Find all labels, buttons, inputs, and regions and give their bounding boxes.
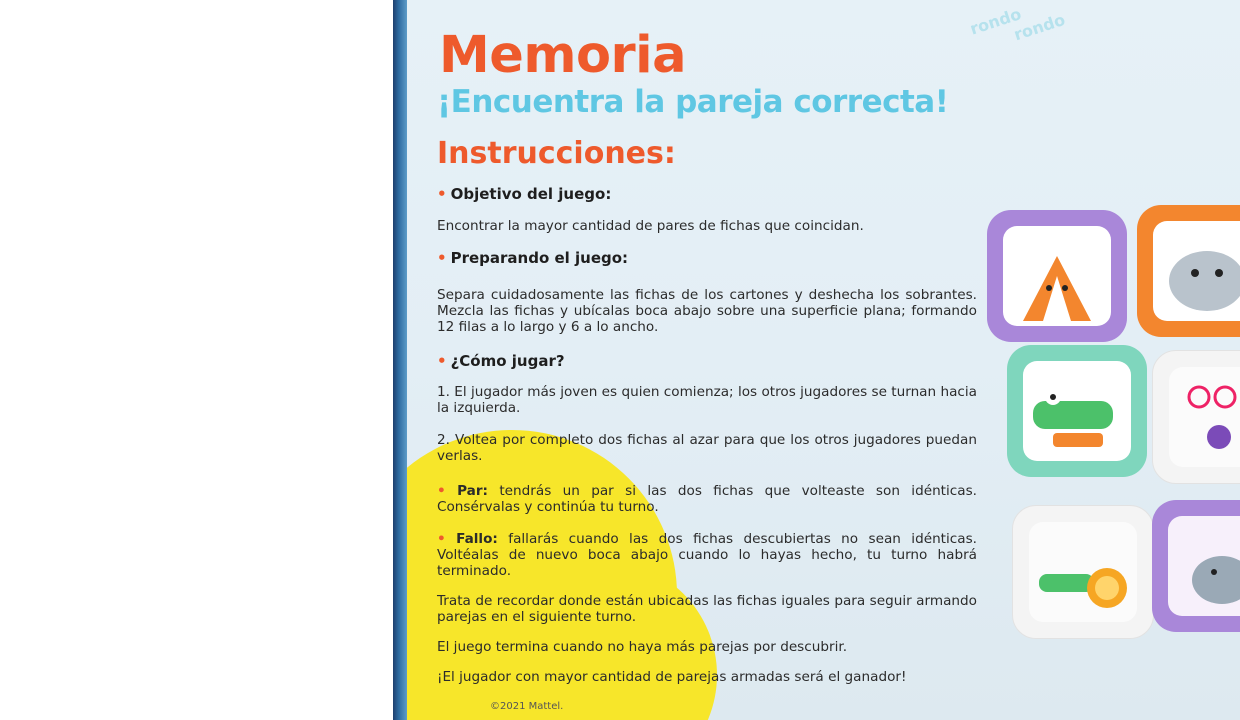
card-elephant bbox=[1152, 500, 1240, 632]
hippo-icon bbox=[1153, 221, 1240, 321]
how-heading: • ¿Cómo jugar? bbox=[437, 352, 565, 370]
page-subtitle: ¡Encuentra la pareja correcta! bbox=[437, 84, 949, 120]
prep-text: Separa cuidadosamente las fichas de los cartones y deshecha los sobrantes. Mezcla las fichas y ubícalas boca abajo sobre una superficie plana; formando 12 filas a lo largo y 6 a lo ancho. bbox=[437, 287, 977, 335]
card-owl-croc bbox=[1152, 350, 1240, 484]
card-hippo bbox=[1137, 205, 1240, 337]
end-text: El juego termina cuando no haya más parejas por descubrir. bbox=[437, 639, 848, 655]
fox-icon bbox=[1003, 226, 1111, 326]
step-2: 2. Voltea por completo dos fichas al azar para que los otros jugadores puedan verlas. bbox=[437, 432, 977, 464]
crocodile-icon bbox=[1023, 361, 1131, 461]
objective-heading: • Objetivo del juego: bbox=[437, 185, 612, 203]
white-margin bbox=[0, 0, 393, 720]
step-1: 1. El jugador más joven es quien comienza; los otros jugadores se turnan hacia la izquierda. bbox=[437, 384, 977, 416]
tip-text: Trata de recordar donde están ubicadas las fichas iguales para seguir armando parejas en el siguiente turno. bbox=[437, 593, 977, 625]
card-crocodile bbox=[1007, 345, 1147, 477]
page-title: Memoria bbox=[439, 26, 687, 85]
objective-text: Encontrar la mayor cantidad de pares de fichas que coincidan. bbox=[437, 218, 864, 234]
owl-icon bbox=[1169, 367, 1240, 467]
winner-text: ¡El jugador con mayor cantidad de parejas armadas será el ganador! bbox=[437, 669, 907, 685]
memory-cards-illustration bbox=[987, 200, 1240, 660]
box-edge bbox=[393, 0, 407, 720]
instruction-panel bbox=[407, 0, 1240, 720]
copyright: ©2021 Mattel. bbox=[490, 701, 564, 712]
fallo-rule: • Fallo: fallarás cuando las dos fichas descubiertas no sean idénticas. Voltéalas de nuevo boca abajo cuando lo hayas hecho, tu turno habrá terminado. bbox=[437, 531, 977, 579]
par-rule: • Par: tendrás un par si las dos fichas que volteaste son idénticas. Consérvalas y continúa tu turno. bbox=[437, 483, 977, 515]
lion-icon bbox=[1029, 522, 1137, 622]
card-lion-croc bbox=[1012, 505, 1154, 639]
elephant-icon bbox=[1168, 516, 1240, 616]
brand-stamp: rondo rondo bbox=[967, 4, 1068, 45]
instructions-heading: Instrucciones: bbox=[437, 136, 676, 171]
prep-heading: • Preparando el juego: bbox=[437, 249, 629, 267]
card-fox bbox=[987, 210, 1127, 342]
